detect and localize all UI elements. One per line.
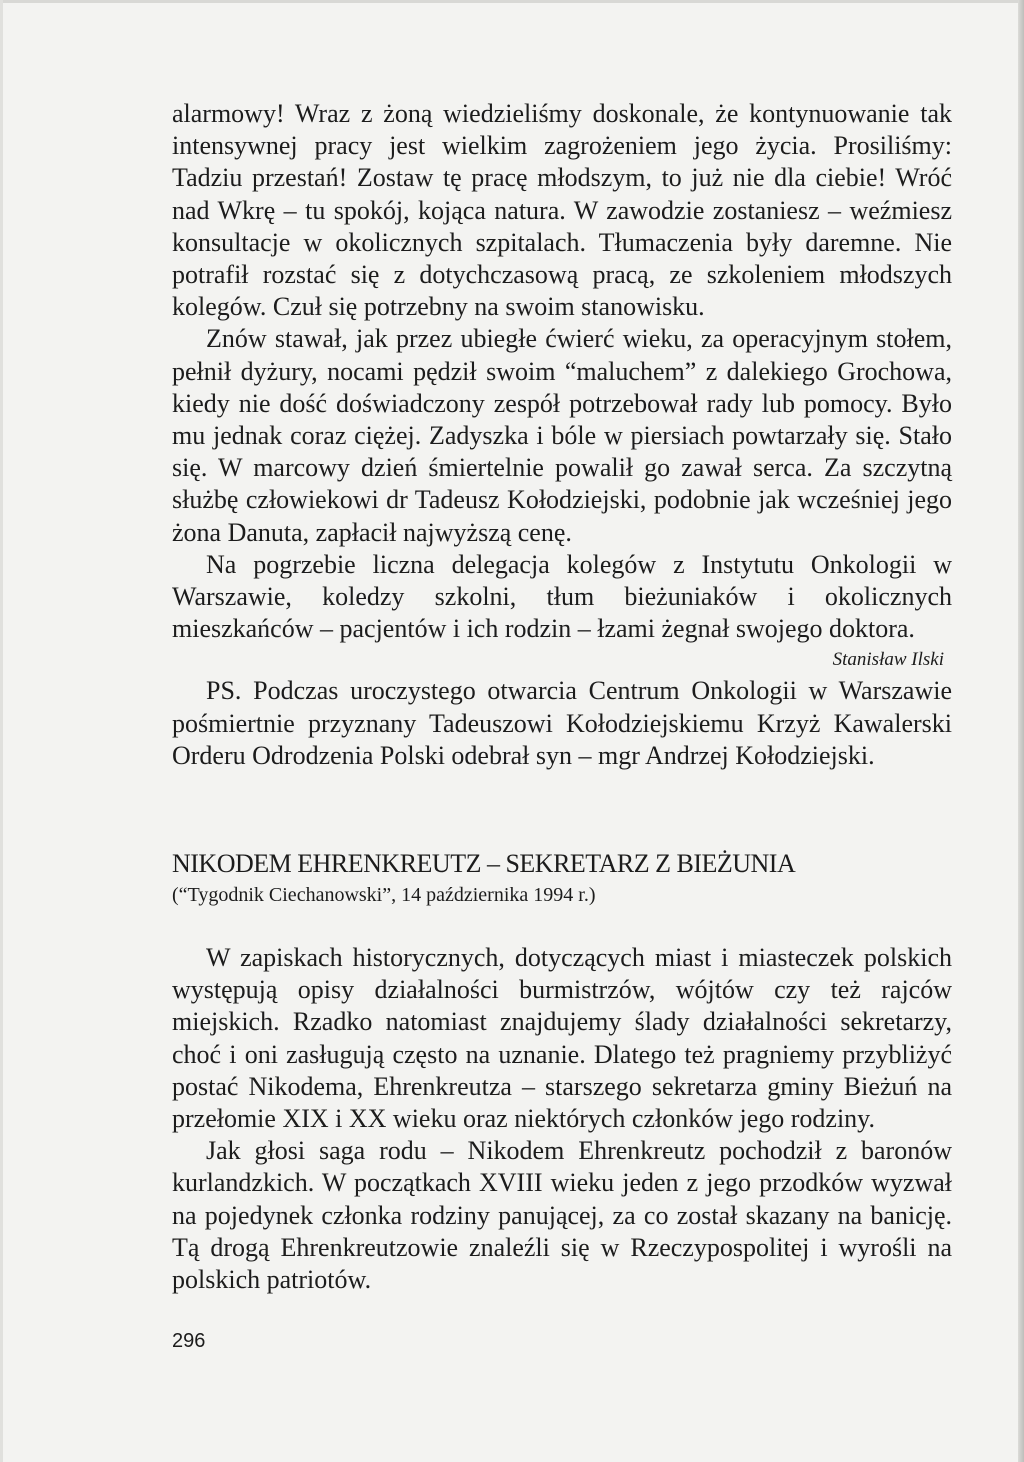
scan-edge-left — [0, 0, 3, 1462]
paragraph: alarmowy! Wraz z żoną wiedzieliśmy doskonale, że kontynuowanie tak intensywnej pracy jest wielkim zagrożeniem jego życia. Prosiliśmy: Tadziu przestań! Zostaw tę pracę młodszym, to już nie dla ciebie! Wróć nad Wkrę – tu spokój, kojąca natura. W zawodzie zostaniesz – weźmiesz konsultacje w okolicznych szpitalach. Tłumaczenia były daremne. Nie potrafił rozstać się z dotychczasową pracą, ze szkoleniem młodszych kolegów. Czuł się potrzebny na swoim stanowisku. — [172, 99, 952, 322]
author-signature: Stanisław Ilski — [832, 649, 944, 671]
scan-edge-top — [0, 0, 1024, 3]
heading-gap — [172, 910, 952, 942]
paragraph: Jak głosi saga rodu – Nikodem Ehrenkreutz pochodził z baronów kurlandzkich. W początkach XVIII wieku jeden z jego przodków wyzwał na pojedynek członka rodziny panującej, za co został skazany na banicję. Tą drogą Ehrenkreutzowie znaleźli się w Rzeczypospolitej i wyrośli na polskich patriotów. — [172, 1136, 952, 1295]
article-source: (“Tygodnik Ciechanowski”, 14 października 1994 r.) — [172, 884, 596, 907]
article-title: NIKODEM EHRENKREUTZ – SEKRETARZ Z BIEŻUNIA — [172, 849, 796, 879]
scan-edge-right — [1018, 0, 1024, 1462]
paragraph: Znów stawał, jak przez ubiegłe ćwierć wieku, za operacyjnym stołem, pełnił dyżury, nocami pędził swoim “maluchem” z dalekiego Grochowa, kiedy nie dość doświadczony zespół potrzebował rady lub pomocy. Było mu jednak coraz ciężej. Zadyszka i bóle w piersiach powtarzały się. Stało się. W marcowy dzień śmiertelnie powalił go zawał serca. Za szczytną służbę człowiekowi dr Tadeusz Kołodziejski, podobnie jak wcześniej jego żona Danuta, zapłacił najwyższą cenę. — [172, 324, 952, 547]
section-gap — [172, 772, 952, 848]
page-content — [172, 98, 952, 1296]
page-number: 296 — [172, 1330, 206, 1352]
postscript: PS. Podczas uroczystego otwarcia Centrum Onkologii w Warszawie pośmiertnie przyznany Tadeuszowi Kołodziejskiemu Krzyż Kawalerski Orderu Odrodzenia Polski odebrał syn – mgr Andrzej Kołodziejski. — [172, 676, 952, 770]
paragraph: Na pogrzebie liczna delegacja kolegów z Instytutu Onkologii w Warszawie, koledzy szkolni, tłum bieżuniaków i okolicznych mieszkańców – pacjentów i ich rodzin – łzami żegnał swojego doktora. — [172, 549, 952, 644]
paragraph: W zapiskach historycznych, dotyczących miast i miasteczek polskich występują opisy działalności burmistrzów, wójtów czy też rajców miejskich. Rzadko natomiast znajdujemy ślady działalności sekretarzy, choć i oni zasługują często na uznanie. Dlatego też pragniemy przybliżyć postać Nikodema, Ehrenkreutza – starszego sekretarza gminy Bieżuń na przełomie XIX i XX wieku oraz niektórych członków jego rodziny. — [172, 943, 952, 1134]
